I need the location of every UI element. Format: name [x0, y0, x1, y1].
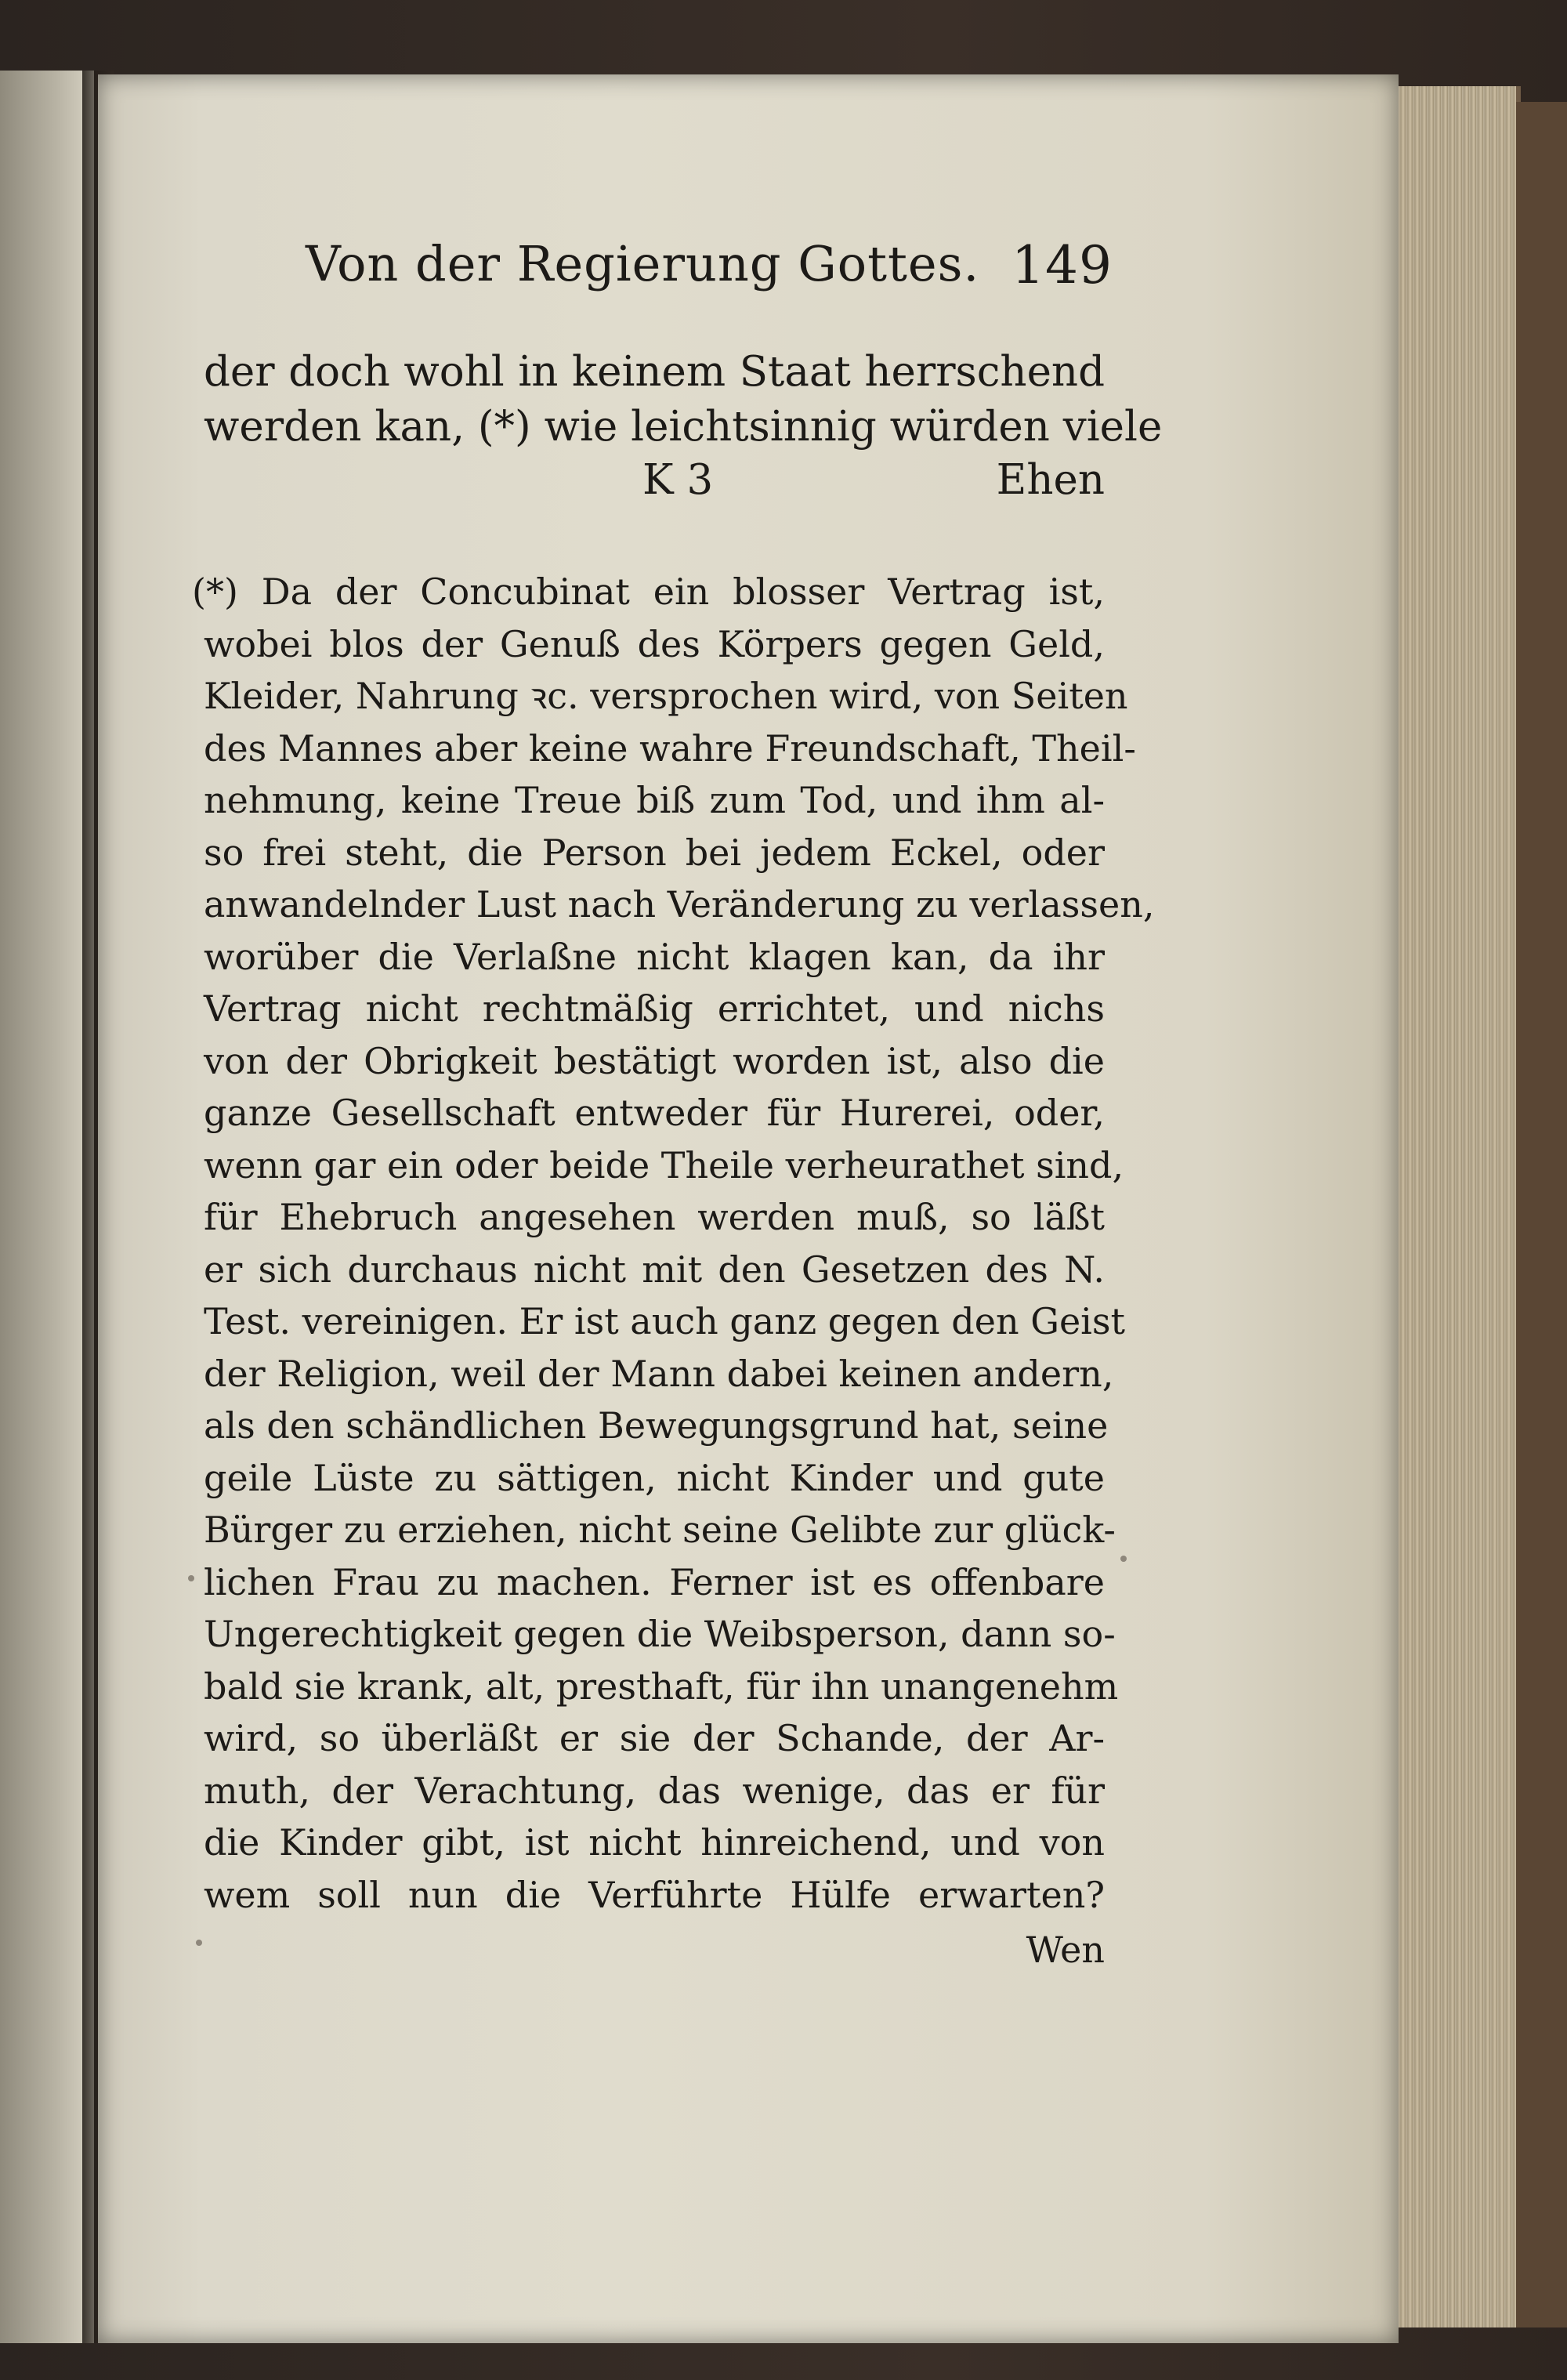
footnote-line: wenn gar ein oder beide Theile verheurathet sind, [204, 1143, 1124, 1186]
sheet-signature: K 3 [642, 456, 714, 504]
main-text-line: werden kan, (*) wie leichtsinnig würden viele [204, 403, 1163, 451]
ink-speck [1120, 1556, 1127, 1562]
footnote-line: lichen Frau zu machen. Ferner ist es offenbare [204, 1560, 1105, 1603]
footnote-line: für Ehebruch angesehen werden muß, so läßt [204, 1196, 1105, 1238]
ink-speck [188, 1575, 194, 1581]
footnote-line: von der Obrigkeit bestätigt worden ist, also die [204, 1039, 1105, 1082]
book-cover-edge [1516, 102, 1567, 2327]
footnote-line: als den schändlichen Bewegungsgrund hat, seine [204, 1404, 1109, 1447]
catchword: Ehen [996, 456, 1105, 504]
left-page-edge [0, 71, 94, 2343]
footnote-line: (*) Da der Concubinat ein blosser Vertrag ist, [192, 571, 1105, 613]
footnote-line: Vertrag nicht rechtmäßig errichtet, und nichs [204, 987, 1105, 1030]
footnote-line: bald sie krank, alt, presthaft, für ihn unangenehm [204, 1665, 1119, 1708]
signature-row [204, 456, 1105, 519]
footnote-line: Test. vereinigen. Er ist auch ganz gegen den Geist [204, 1300, 1125, 1342]
footnote-line: wem soll nun die Verführte Hülfe erwarten? [204, 1873, 1105, 1916]
main-text-line: der doch wohl in keinem Staat herrschend [204, 348, 1105, 396]
page-edges [1399, 86, 1521, 2327]
footnote-line: nehmung, keine Treue biß zum Tod, und ihm al- [204, 779, 1105, 821]
footnote-line: Ungerechtigkeit gegen die Weibsperson, dann so- [204, 1613, 1116, 1655]
footnote-line: anwandelnder Lust nach Veränderung zu verlassen, [204, 883, 1155, 926]
footnote-line: die Kinder gibt, ist nicht hinreichend, und von [204, 1821, 1105, 1864]
footnote-line: geile Lüste zu sättigen, nicht Kinder und gute [204, 1456, 1105, 1499]
footnote [192, 566, 1155, 1976]
footnote-line: wobei blos der Genuß des Körpers gegen Geld, [204, 622, 1105, 665]
running-header [204, 235, 1113, 321]
running-title: Von der Regierung Gottes. [306, 235, 980, 292]
footnote-line: Kleider, Nahrung ꝛc. versprochen wird, von Seiten [204, 675, 1128, 717]
footnote-line: wird, so überläßt er sie der Schande, der Ar- [204, 1717, 1105, 1759]
footnote-line: er sich durchaus nicht mit den Gesetzen des N. [204, 1248, 1105, 1291]
footnote-line: des Mannes aber keine wahre Freundschaft, Theil- [204, 726, 1136, 770]
footnote-line: ganze Gesellschaft entweder für Hurerei, oder, [204, 1092, 1105, 1134]
footnote-line: Bürger zu erziehen, nicht seine Gelibte zur glück- [204, 1509, 1116, 1551]
footnote-line: der Religion, weil der Mann dabei keinen andern, [204, 1352, 1114, 1395]
footnote-catchword: Wen [1026, 1929, 1105, 1971]
footnote-line: so frei steht, die Person bei jedem Eckel, oder [204, 831, 1105, 874]
ink-speck [196, 1940, 202, 1946]
footnote-line: muth, der Verachtung, das wenige, das er für [204, 1769, 1105, 1812]
main-text [204, 345, 1163, 455]
page-content [192, 235, 1163, 1976]
page-number: 149 [1011, 235, 1113, 295]
footnote-line: worüber die Verlaßne nicht klagen kan, da ihr [204, 935, 1105, 978]
